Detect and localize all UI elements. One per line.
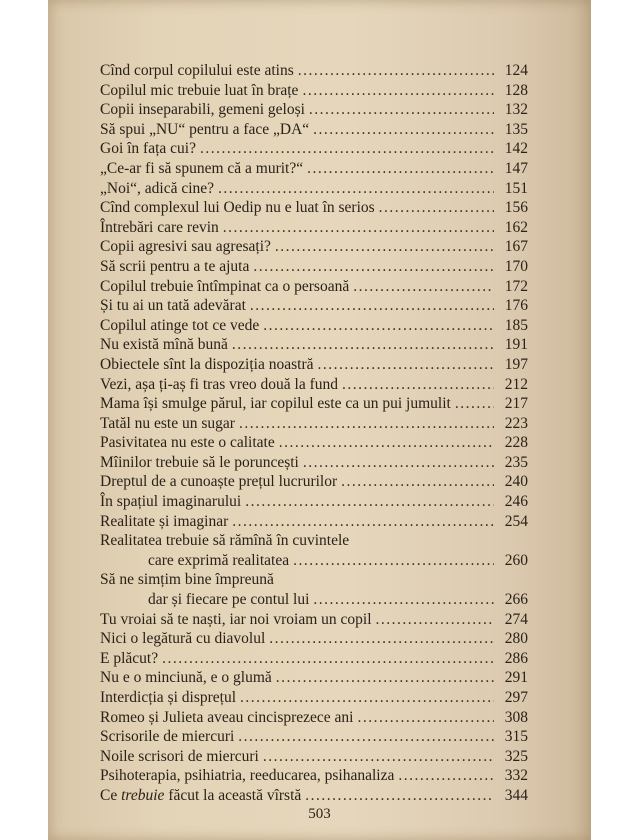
- toc-entry: [100, 335, 528, 355]
- toc-entry-page: 315: [504, 728, 528, 746]
- toc-entry: [100, 375, 528, 395]
- toc-entry-page: 142: [504, 140, 528, 158]
- toc-entry: [100, 472, 528, 492]
- toc-entry: [100, 453, 528, 473]
- toc-entry-page: 274: [504, 610, 528, 628]
- toc-entry-page: 191: [504, 336, 528, 354]
- toc-entry-title: Dreptul de a cunoaște prețul lucrurilor: [100, 473, 338, 491]
- toc-entry-page: 185: [504, 316, 528, 334]
- toc-entry-page: 260: [504, 551, 528, 569]
- toc-entry: [100, 610, 528, 630]
- toc-entry-page: 124: [504, 62, 528, 79]
- dot-leader: [200, 139, 494, 159]
- toc-entry: [100, 120, 528, 140]
- toc-entry-page: 240: [504, 473, 528, 491]
- toc-entry-title: Să spui „NU“ pentru a face „DA“: [100, 120, 310, 138]
- toc-entry-page: 228: [504, 434, 528, 452]
- toc-entry-title: Să scrii pentru a te ajuta: [100, 257, 250, 275]
- toc-entry-title: Interdicția și disprețul: [100, 689, 237, 706]
- dot-leader: [232, 335, 494, 355]
- toc-entry-page: 147: [504, 159, 528, 177]
- toc-entry-page: 325: [504, 747, 528, 765]
- dot-leader: [313, 120, 494, 140]
- toc-entry-page: 135: [504, 120, 528, 138]
- toc-entry-title: Obiectele sînt la dispoziția noastră: [100, 355, 314, 373]
- toc-entry-title-part: făcut la această vîrstă: [164, 786, 302, 804]
- toc-entry-title: În spațiul imaginarului: [100, 493, 242, 511]
- dot-leader: [398, 766, 494, 786]
- toc-entry-title: Copilul atinge tot ce vede: [100, 316, 260, 334]
- toc-entry: [100, 786, 528, 806]
- toc-entry-page: 308: [504, 708, 528, 726]
- dot-leader: [269, 629, 494, 649]
- toc-entry-page: 176: [504, 297, 528, 315]
- toc-entry-page: 162: [504, 218, 528, 236]
- dot-leader: [353, 277, 494, 297]
- toc-entry-title: E plăcut?: [100, 649, 159, 667]
- toc-entry: [100, 100, 528, 120]
- toc-entry-page: 132: [504, 101, 528, 119]
- toc-entry-page: 286: [504, 649, 528, 667]
- dot-leader: [358, 708, 495, 728]
- dot-leader: [303, 453, 494, 473]
- dot-leader: [279, 433, 494, 453]
- toc-entry-page: 235: [504, 453, 528, 471]
- toc-entry-title: Copii agresivi sau agresați?: [100, 238, 271, 256]
- dot-leader: [293, 551, 494, 571]
- toc-entry: [100, 747, 528, 767]
- toc-entry: [100, 81, 528, 101]
- toc-entry-title: Cînd corpul copilului este atins: [100, 62, 294, 79]
- toc-entry-page: 128: [504, 81, 528, 99]
- toc-entry: [100, 629, 528, 649]
- toc-entry-page: 212: [504, 375, 528, 393]
- toc-entry-title: Psihoterapia, psihiatria, reeducarea, psihanaliza: [100, 767, 395, 785]
- toc-entry-title: Romeo și Julieta aveau cincisprezece ani: [100, 708, 354, 726]
- dot-leader: [455, 394, 494, 414]
- dot-leader: [263, 747, 494, 767]
- toc-entry-page: 266: [504, 591, 528, 609]
- toc-entry-page: 197: [504, 355, 528, 373]
- toc-entry: [100, 649, 528, 669]
- toc-entry-title: Copilul mic trebuie luat în brațe: [100, 81, 299, 99]
- toc-entry-title: Întrebări care revin: [100, 218, 219, 236]
- toc-entry-title: Tu vroiai să te naști, iar noi vroiam un copil: [100, 610, 372, 628]
- toc-entry: [100, 257, 528, 277]
- toc-entry: [100, 218, 528, 238]
- toc-entry-page: 291: [504, 669, 528, 687]
- toc-entry: [100, 394, 528, 414]
- toc-entry-title-continued: dar și fiecare pe contul lui: [148, 591, 310, 609]
- toc-entry: [100, 531, 528, 570]
- toc-entry-page: 280: [504, 630, 528, 648]
- dot-leader: [275, 237, 494, 257]
- toc-entry-title: Noile scrisori de miercuri: [100, 747, 259, 765]
- table-of-contents: [100, 61, 528, 806]
- dot-leader: [341, 472, 494, 492]
- toc-entry-title: Tatăl nu este un sugar: [100, 414, 235, 432]
- dot-leader: [305, 786, 494, 806]
- toc-entry: [100, 355, 528, 375]
- toc-entry-title: Nu există mînă bună: [100, 336, 228, 354]
- dot-leader: [298, 61, 494, 81]
- toc-entry-page: 254: [504, 512, 528, 530]
- toc-entry-title: Nici o legătură cu diavolul: [100, 630, 266, 648]
- dot-leader: [253, 257, 494, 277]
- toc-entry-title: Mîinilor trebuie să le poruncești: [100, 453, 299, 471]
- dot-leader: [302, 81, 494, 101]
- toc-entry-title: Cînd complexul lui Oedip nu e luat în serios: [100, 199, 375, 217]
- toc-entry-title-part: Ce: [100, 786, 122, 804]
- toc-entry: [100, 179, 528, 199]
- toc-entry-page: 167: [504, 238, 528, 256]
- dot-leader: [276, 668, 494, 688]
- toc-entry-title: Realitate și imaginar: [100, 512, 229, 530]
- toc-entry: [100, 512, 528, 532]
- toc-entry-title: Pasivitatea nu este o calitate: [100, 434, 275, 452]
- toc-entry-title: Să ne simțim bine împreună: [100, 571, 274, 589]
- toc-entry-title: Copii inseparabili, gemeni geloși: [100, 101, 305, 119]
- toc-entry-page: 170: [504, 257, 528, 275]
- dot-leader: [245, 492, 494, 512]
- dot-leader: [250, 296, 494, 316]
- dot-leader: [376, 610, 495, 630]
- dot-leader: [218, 179, 494, 199]
- dot-leader: [318, 355, 495, 375]
- page-number: 503: [308, 806, 331, 822]
- toc-entry-page: 172: [504, 277, 528, 295]
- toc-entry: [100, 433, 528, 453]
- dot-leader: [239, 414, 494, 434]
- toc-entry-title: Realitatea trebuie să rămînă în cuvintele: [100, 532, 350, 550]
- toc-entry: [100, 277, 528, 297]
- toc-entry-page: 151: [504, 179, 528, 197]
- toc-entry-title: Copilul trebuie întîmpinat ca o persoană: [100, 277, 350, 295]
- dot-leader: [263, 316, 494, 336]
- toc-entry-title: „Noi“, adică cine?: [100, 179, 215, 197]
- toc-entry-title-emphasis: trebuie: [121, 786, 165, 804]
- toc-entry: [100, 668, 528, 688]
- toc-entry-title: „Ce-ar fi să spunem că a murit?“: [100, 159, 304, 177]
- toc-entry-title: Scrisorile de miercuri: [100, 728, 235, 746]
- toc-entry: [100, 570, 528, 609]
- toc-entry: [100, 237, 528, 257]
- dot-leader: [238, 727, 494, 747]
- toc-entry-page: 332: [504, 767, 528, 785]
- toc-entry-page: 297: [504, 689, 528, 706]
- toc-entry: [100, 61, 528, 81]
- toc-entry: [100, 139, 528, 159]
- toc-entry: [100, 159, 528, 179]
- dot-leader: [309, 100, 494, 120]
- toc-entry: [100, 766, 528, 786]
- dot-leader: [379, 198, 494, 218]
- toc-entry: [100, 727, 528, 747]
- toc-entry-title: Mama își smulge părul, iar copilul este ca un pui jumulit: [100, 395, 451, 413]
- toc-entry-title: [100, 786, 301, 806]
- dot-leader: [307, 159, 494, 179]
- dot-leader: [162, 649, 494, 669]
- toc-entry-title: Nu e o minciună, e o glumă: [100, 669, 272, 687]
- toc-entry-title: Și tu ai un tată adevărat: [100, 297, 246, 315]
- dot-leader: [240, 688, 494, 708]
- toc-entry-page: 246: [504, 493, 528, 511]
- dot-leader: [232, 512, 494, 532]
- dot-leader: [313, 590, 494, 610]
- toc-entry-page: 156: [504, 199, 528, 217]
- toc-entry-page: 344: [504, 786, 528, 804]
- toc-entry-title: Vezi, așa ți-aș fi tras vreo două la fund: [100, 375, 339, 393]
- toc-entry: [100, 198, 528, 218]
- toc-entry: [100, 492, 528, 512]
- dot-leader: [342, 375, 494, 395]
- toc-entry: [100, 296, 528, 316]
- toc-entry-title: Goi în fața cui?: [100, 140, 196, 158]
- toc-entry: [100, 316, 528, 336]
- dot-leader: [223, 218, 494, 238]
- toc-entry: [100, 414, 528, 434]
- toc-entry: [100, 708, 528, 728]
- toc-entry-page: 217: [504, 395, 528, 413]
- toc-entry-title-continued: care exprimă realitatea: [148, 551, 290, 569]
- toc-entry-page: 223: [504, 414, 528, 432]
- toc-entry: [100, 688, 528, 708]
